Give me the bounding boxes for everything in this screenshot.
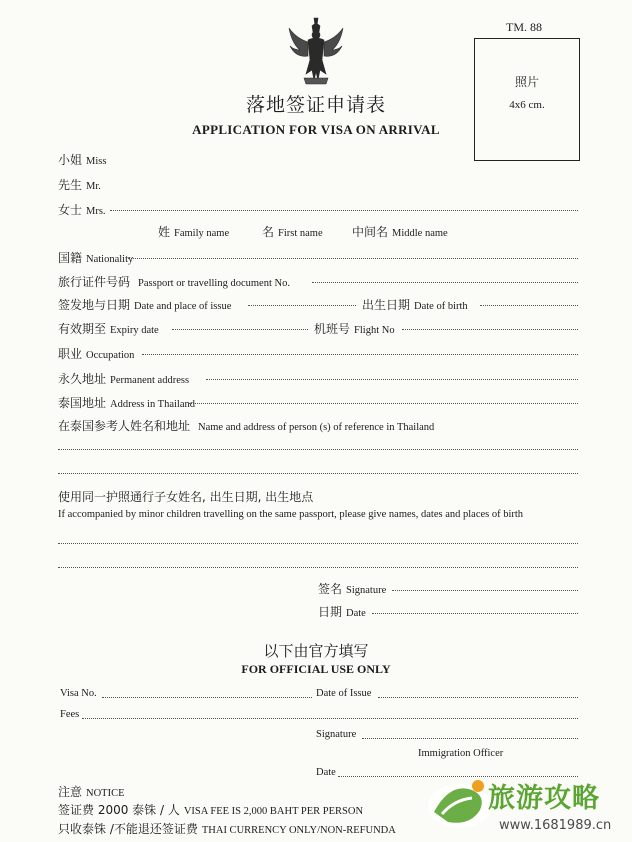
issue-label: 签发地与日期 Date and place of issue	[58, 298, 232, 312]
reference-field-line-1[interactable]	[58, 449, 578, 450]
salutation-miss: 小姐 Miss	[58, 153, 107, 167]
signature-field[interactable]	[392, 590, 578, 591]
official-signature-label: Signature	[316, 729, 357, 740]
date-field[interactable]	[372, 613, 578, 614]
watermark-brand: 旅游攻略	[488, 783, 600, 814]
page-title-cn: 落地签证申请表	[245, 94, 386, 116]
occupation-label: 职业 Occupation	[58, 347, 135, 361]
notice-currency: 只收泰铢 /不能退还签证费 THAI CURRENCY ONLY/NON-REFUNDA	[58, 822, 396, 836]
issue-field[interactable]	[248, 305, 356, 306]
photo-size: 4x6 cm.	[509, 99, 545, 111]
form-code: TM. 88	[506, 20, 542, 34]
page-title-en: APPLICATION FOR VISA ON ARRIVAL	[192, 122, 440, 137]
flight-label: 机班号 Flight No	[314, 322, 395, 336]
watermark-url: www.1681989.cn	[499, 818, 612, 833]
column-middle-name: 中间名 Middle name	[352, 225, 448, 239]
minors-label-en: If accompanied by minor children travelling on the same passport, please give names, dates and places of birth	[58, 509, 524, 520]
signature-label: 签名 Signature	[318, 582, 387, 596]
official-date-label: Date	[316, 767, 336, 778]
date-of-issue-field[interactable]	[378, 697, 578, 698]
official-heading-cn: 以下由官方填写	[263, 642, 369, 660]
visa-no-label: Visa No.	[60, 688, 97, 699]
column-first-name: 名 First name	[262, 225, 323, 239]
birth-label: 出生日期 Date of birth	[362, 298, 468, 312]
fees-label: Fees	[60, 709, 80, 720]
expiry-field[interactable]	[172, 329, 308, 330]
salutation-mrs: 女士 Mrs.	[58, 203, 106, 217]
nationality-field[interactable]	[128, 258, 578, 259]
date-of-issue-label: Date of Issue	[316, 688, 372, 699]
reference-field-line-2[interactable]	[58, 473, 578, 474]
fees-field[interactable]	[82, 718, 578, 719]
minors-label-cn: 使用同一护照通行子女姓名, 出生日期, 出生地点	[58, 490, 314, 504]
nationality-label: 国籍 Nationality	[58, 251, 134, 265]
passport-field[interactable]	[312, 282, 578, 283]
immigration-officer-label: Immigration Officer	[418, 748, 504, 759]
thai-address-label: 泰国地址 Address in Thailand	[58, 396, 195, 410]
date-label: 日期 Date	[318, 605, 366, 619]
occupation-field[interactable]	[142, 354, 578, 355]
column-family-name: 姓 Family name	[158, 225, 230, 239]
reference-label: 在泰国参考人姓名和地址 Name and address of person (s) of reference in Thailand	[58, 419, 435, 433]
expiry-label: 有效期至 Expiry date	[58, 322, 159, 336]
name-field[interactable]	[110, 210, 578, 211]
thai-address-field[interactable]	[188, 403, 578, 404]
official-heading-en: FOR OFFICIAL USE ONLY	[241, 662, 391, 676]
notice-fee: 签证费 2000 泰铢 / 人 VISA FEE IS 2,000 BAHT PER PERSON	[58, 803, 364, 817]
visa-no-field[interactable]	[102, 697, 312, 698]
flight-field[interactable]	[402, 329, 578, 330]
permanent-address-label: 永久地址 Permanent address	[58, 372, 190, 386]
notice-title: 注意 NOTICE	[58, 785, 125, 799]
minors-field-line-1[interactable]	[58, 543, 578, 544]
official-signature-field[interactable]	[362, 738, 578, 739]
passport-label: 旅行证件号码 Passport or travelling document No.	[58, 275, 290, 289]
garuda-emblem-icon	[286, 16, 346, 86]
salutation-mr: 先生 Mr.	[58, 178, 101, 192]
photo-label: 照片	[514, 75, 539, 89]
minors-field-line-2[interactable]	[58, 567, 578, 568]
birth-field[interactable]	[480, 305, 578, 306]
permanent-address-field[interactable]	[206, 379, 578, 380]
